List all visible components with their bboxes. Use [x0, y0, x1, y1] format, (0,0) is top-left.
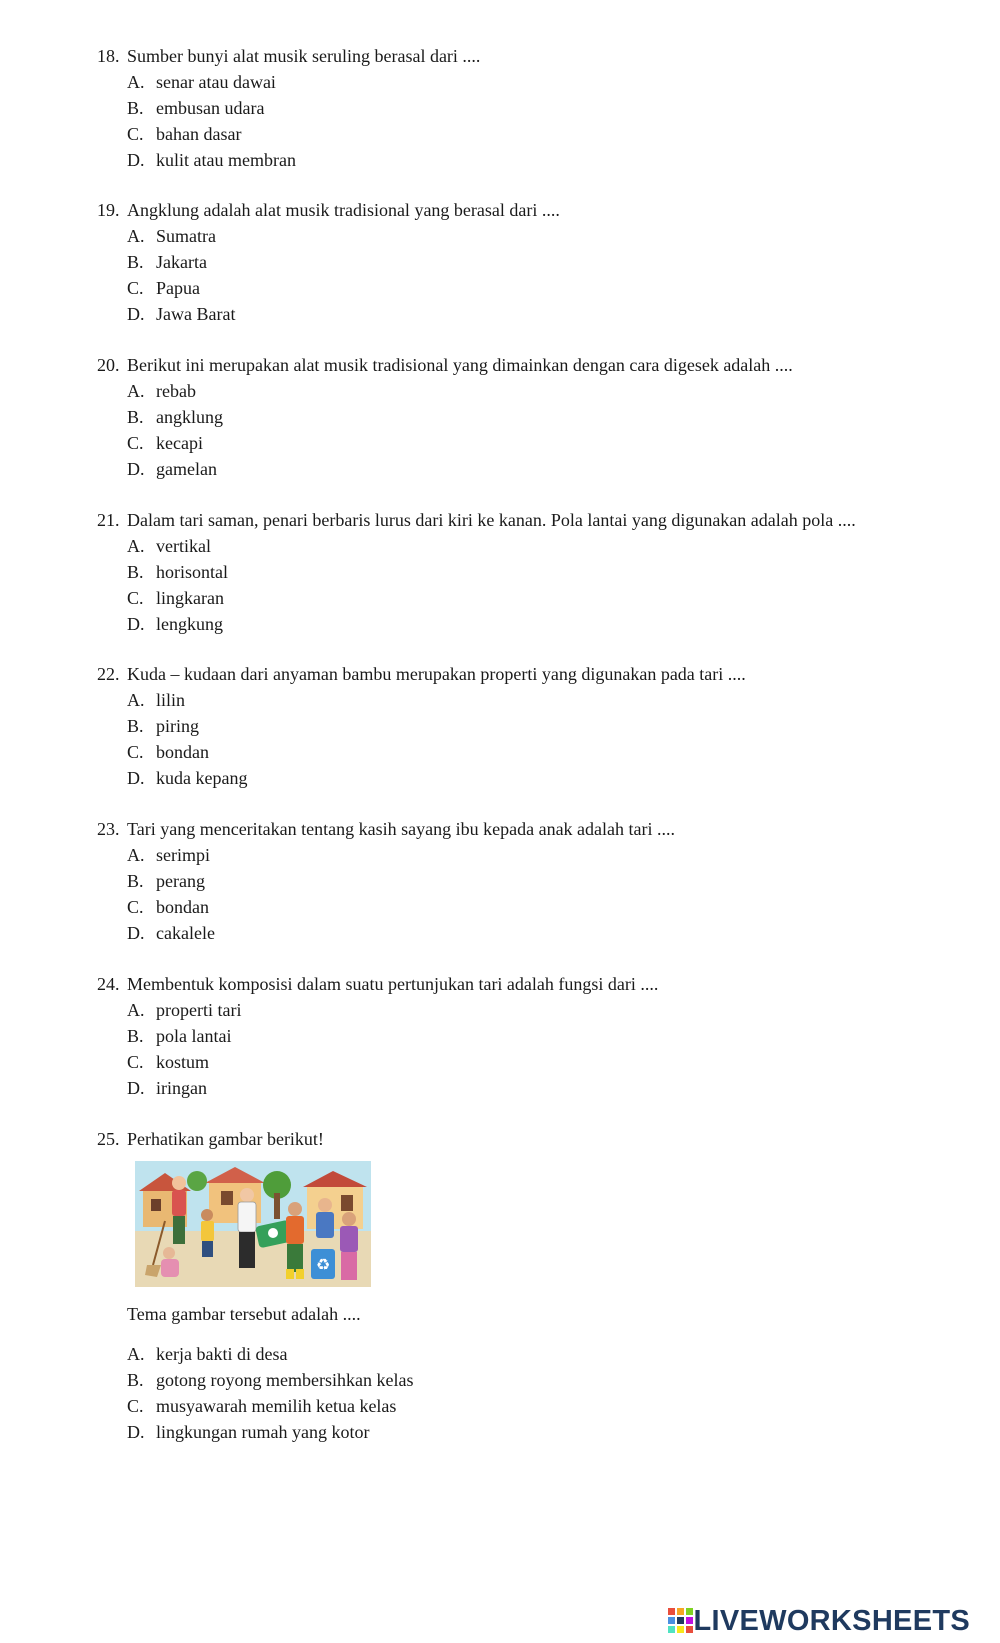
option-text: bahan dasar [156, 124, 242, 144]
option-text: lingkungan rumah yang kotor [156, 1422, 370, 1442]
recycle-icon: ♻ [315, 1255, 331, 1274]
option-text: senar atau dawai [156, 72, 276, 92]
option-text: Jakarta [156, 252, 207, 272]
option-b[interactable] [97, 249, 977, 275]
option-text: piring [156, 716, 199, 736]
option-letter: B. [127, 407, 144, 427]
question-text: Tari yang menceritakan tentang kasih sayang ibu kepada anak adalah tari .... [127, 819, 676, 839]
question-19 [97, 197, 977, 327]
option-text: Sumatra [156, 226, 216, 246]
option-b[interactable] [97, 713, 977, 739]
option-letter: D. [127, 150, 145, 170]
option-c[interactable] [97, 894, 977, 920]
option-text: bondan [156, 897, 209, 917]
option-letter: A. [127, 845, 145, 865]
question-stem [97, 816, 977, 842]
question-number: 24. [97, 974, 120, 994]
option-letter: D. [127, 768, 145, 788]
question-23 [97, 816, 977, 946]
option-text: Papua [156, 278, 200, 298]
option-text: lengkung [156, 614, 223, 634]
option-letter: D. [127, 304, 145, 324]
option-letter: B. [127, 562, 144, 582]
option-d[interactable] [97, 765, 977, 791]
option-letter: C. [127, 433, 144, 453]
question-stem [97, 352, 977, 378]
option-a[interactable] [97, 533, 977, 559]
option-b[interactable] [97, 868, 977, 894]
question-stem [97, 971, 977, 997]
option-letter: C. [127, 278, 144, 298]
question-text: Sumber bunyi alat musik seruling berasal dari .... [127, 46, 481, 66]
option-letter: B. [127, 1370, 144, 1390]
option-text: iringan [156, 1078, 207, 1098]
question-note: Tema gambar tersebut adalah .... [127, 1304, 361, 1324]
question-text: Kuda – kudaan dari anyaman bambu merupakan properti yang digunakan pada tari .... [127, 664, 746, 684]
option-letter: C. [127, 1052, 144, 1072]
option-text: rebab [156, 381, 196, 401]
option-c[interactable] [97, 1393, 977, 1419]
option-a[interactable] [97, 69, 977, 95]
question-number: 19. [97, 200, 120, 220]
option-d[interactable] [97, 1075, 977, 1101]
question-stem [97, 507, 977, 533]
option-letter: A. [127, 381, 145, 401]
option-text: kerja bakti di desa [156, 1344, 288, 1364]
question-18 [97, 43, 977, 173]
option-c[interactable] [97, 430, 977, 456]
question-24 [97, 971, 977, 1101]
option-b[interactable] [97, 404, 977, 430]
question-text: Dalam tari saman, penari berbaris lurus dari kiri ke kanan. Pola lantai yang digunakan adalah pola .... [127, 510, 856, 530]
option-text: pola lantai [156, 1026, 232, 1046]
blue-recycle-bin [311, 1249, 335, 1279]
option-letter: B. [127, 716, 144, 736]
option-text: kecapi [156, 433, 203, 453]
option-letter: A. [127, 1000, 145, 1020]
liveworksheets-logo-icon [668, 1608, 694, 1634]
option-text: horisontal [156, 562, 228, 582]
option-text: lingkaran [156, 588, 224, 608]
question-number: 25. [97, 1129, 120, 1149]
option-letter: D. [127, 923, 145, 943]
option-d[interactable] [97, 611, 977, 637]
option-letter: A. [127, 226, 145, 246]
question-20 [97, 352, 977, 482]
question-text: Berikut ini merupakan alat musik tradisional yang dimainkan dengan cara digesek adalah .... [127, 355, 793, 375]
community-cleanup-illustration [135, 1161, 371, 1287]
option-c[interactable] [97, 739, 977, 765]
option-a[interactable] [97, 997, 977, 1023]
option-d[interactable] [97, 920, 977, 946]
option-b[interactable] [97, 1367, 977, 1393]
question-number: 18. [97, 46, 120, 66]
option-a[interactable] [97, 223, 977, 249]
option-letter: A. [127, 536, 145, 556]
question-21 [97, 507, 977, 637]
question-number: 21. [97, 510, 120, 530]
question-number: 23. [97, 819, 120, 839]
option-letter: B. [127, 1026, 144, 1046]
option-letter: C. [127, 897, 144, 917]
option-text: lilin [156, 690, 186, 710]
question-number: 20. [97, 355, 120, 375]
option-text: properti tari [156, 1000, 242, 1020]
option-d[interactable] [97, 1419, 977, 1445]
option-group [97, 1341, 977, 1445]
option-text: vertikal [156, 536, 211, 556]
option-b[interactable] [97, 1023, 977, 1049]
option-a[interactable] [97, 378, 977, 404]
option-c[interactable] [97, 121, 977, 147]
option-letter: A. [127, 1344, 145, 1364]
option-text: kostum [156, 1052, 210, 1072]
question-number: 22. [97, 664, 120, 684]
option-a[interactable] [97, 842, 977, 868]
option-c[interactable] [97, 1049, 977, 1075]
option-letter: A. [127, 690, 145, 710]
question-text: Perhatikan gambar berikut! [127, 1129, 324, 1149]
liveworksheets-logo-text: LIVEWORKSHEETS [693, 1604, 970, 1637]
option-c[interactable] [97, 585, 977, 611]
option-text: gamelan [156, 459, 217, 479]
question-25 [97, 1126, 977, 1445]
option-text: perang [156, 871, 205, 891]
question-stem [97, 1126, 977, 1152]
option-letter: D. [127, 459, 145, 479]
option-letter: D. [127, 1422, 145, 1442]
option-d[interactable] [97, 147, 977, 173]
option-text: angklung [156, 407, 223, 427]
option-text: kulit atau membran [156, 150, 296, 170]
option-c[interactable] [97, 275, 977, 301]
liveworksheets-logo [668, 1606, 971, 1636]
option-letter: C. [127, 588, 144, 608]
question-stem [97, 661, 977, 687]
person-child-yellow [201, 1209, 214, 1257]
option-a[interactable] [97, 687, 977, 713]
option-letter: B. [127, 871, 144, 891]
option-letter: D. [127, 1078, 145, 1098]
option-text: musyawarah memilih ketua kelas [156, 1396, 397, 1416]
option-letter: B. [127, 98, 144, 118]
question-text: Angklung adalah alat musik tradisional yang berasal dari .... [127, 200, 560, 220]
question-stem [97, 197, 977, 223]
option-letter: C. [127, 742, 144, 762]
question-22 [97, 661, 977, 791]
option-letter: D. [127, 614, 145, 634]
option-text: gotong royong membersihkan kelas [156, 1370, 414, 1390]
option-text: cakalele [156, 923, 215, 943]
question-stem [97, 43, 977, 69]
person-blue-shirt [316, 1198, 334, 1238]
illustration-svg [135, 1161, 371, 1287]
option-letter: A. [127, 72, 145, 92]
tree-canopy [187, 1171, 207, 1191]
option-text: serimpi [156, 845, 210, 865]
option-d[interactable] [97, 301, 977, 327]
option-letter: C. [127, 124, 144, 144]
question-text: Membentuk komposisi dalam suatu pertunjukan tari adalah fungsi dari .... [127, 974, 659, 994]
option-b[interactable] [97, 559, 977, 585]
option-b[interactable] [97, 95, 977, 121]
option-text: kuda kepang [156, 768, 248, 788]
option-text: bondan [156, 742, 209, 762]
option-d[interactable] [97, 456, 977, 482]
option-text: Jawa Barat [156, 304, 236, 324]
option-letter: C. [127, 1396, 144, 1416]
option-a[interactable] [97, 1341, 977, 1367]
option-letter: B. [127, 252, 144, 272]
option-text: embusan udara [156, 98, 265, 118]
